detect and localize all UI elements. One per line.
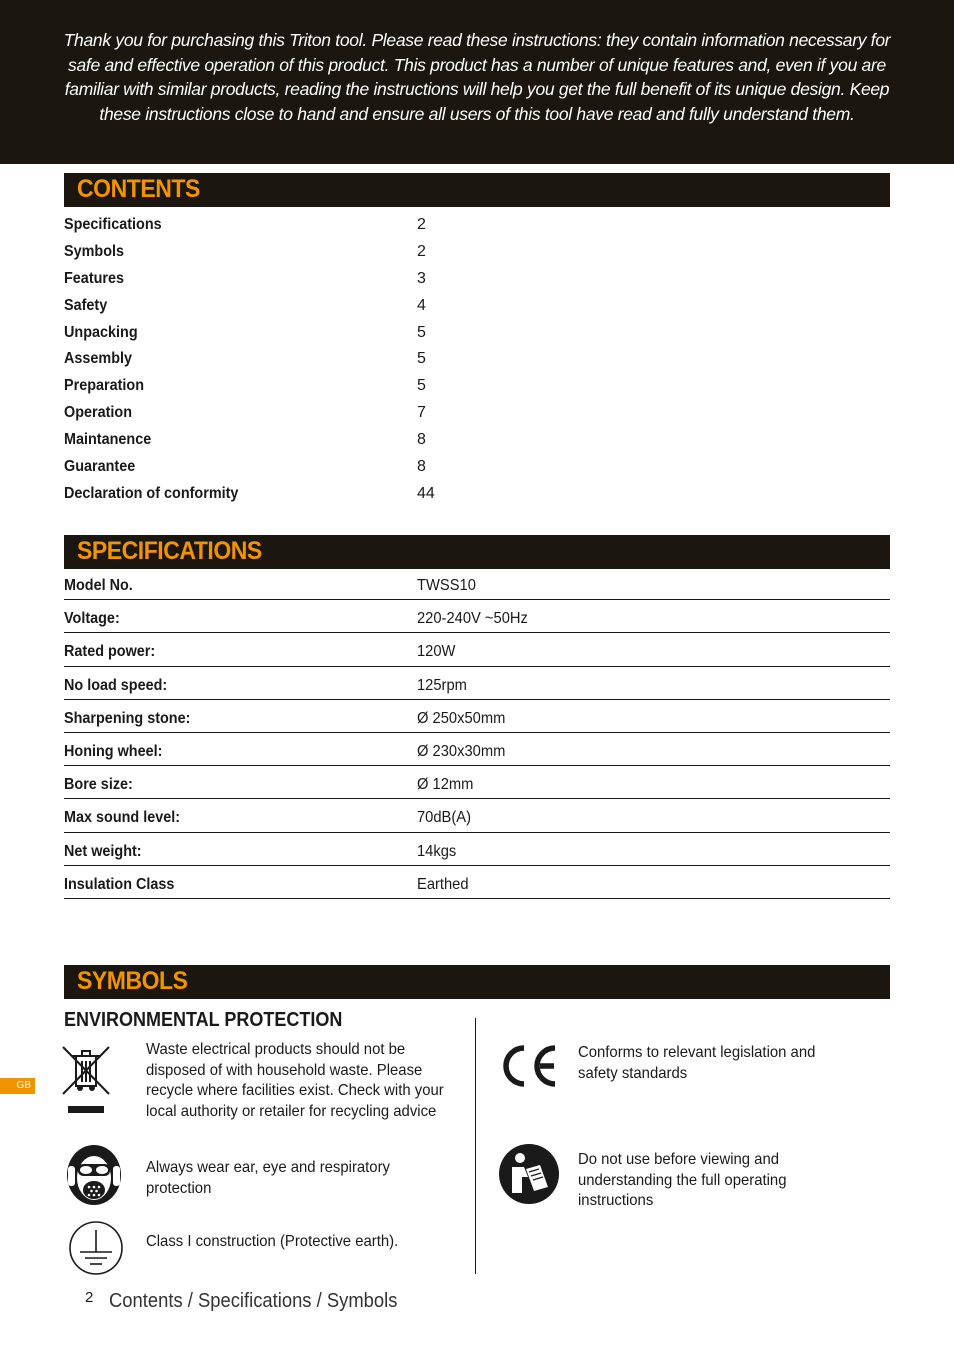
spec-label: Voltage:: [64, 610, 120, 628]
table-row: [64, 866, 890, 899]
list-item[interactable]: [64, 213, 664, 240]
spec-value: TWSS10: [417, 577, 476, 594]
spec-label: Sharpening stone:: [64, 709, 191, 727]
weee-text: Waste electrical products should not be disposed of with household waste. Please recycle where facilities exist. Check with your local authority or retailer for recycling advice: [146, 1041, 444, 1120]
spec-value: Earthed: [417, 875, 469, 893]
spec-value: 120W: [417, 643, 456, 661]
symbols-header: [64, 965, 890, 999]
toc-label: Features: [64, 269, 125, 287]
table-row: [64, 567, 890, 600]
crossed-bin-icon: [60, 1044, 112, 1116]
specifications-header: [64, 535, 890, 569]
spec-label: Insulation Class: [64, 875, 175, 893]
spec-label: Model No.: [64, 577, 133, 594]
table-row: [64, 799, 890, 832]
spec-label: Max sound level:: [64, 809, 181, 827]
table-row: [64, 700, 890, 733]
ppe-text: Always wear ear, eye and respiratory protection: [146, 1159, 390, 1197]
column-divider: [475, 1018, 476, 1274]
spec-value: 125rpm: [417, 676, 467, 694]
toc-page: 3: [417, 269, 426, 287]
toc-page: 4: [417, 296, 426, 314]
contents-header: [64, 173, 890, 207]
toc-label: Assembly: [64, 350, 133, 368]
list-item[interactable]: [64, 455, 664, 482]
list-item[interactable]: [64, 374, 664, 401]
list-item[interactable]: [64, 240, 664, 267]
table-row: [64, 733, 890, 766]
toc-page: 44: [417, 484, 435, 502]
ce-mark-icon: [500, 1043, 560, 1089]
list-item[interactable]: [64, 428, 664, 455]
toc-page: 5: [417, 323, 426, 341]
list-item[interactable]: [64, 294, 664, 321]
toc-label: Declaration of conformity: [64, 484, 239, 502]
toc-page: 2: [417, 242, 426, 260]
protective-earth-icon: [68, 1220, 124, 1276]
spec-value: 14kgs: [417, 842, 457, 860]
table-row: [64, 833, 890, 866]
spec-value: Ø 250x50mm: [417, 709, 506, 727]
intro-text: Thank you for purchasing this Triton tool. Please read these instructions: they contain information necessary for safe and effective operation of this product. This product has a number of unique features and, even if you are familiar with similar products, reading the instructions will help you get the full benefit of its unique design. Keep these instructions close to hand and ensure all users of this tool have read and fully understand them.: [63, 30, 891, 124]
ear-eye-respiratory-icon: [66, 1144, 122, 1206]
table-row: [64, 633, 890, 666]
ce-text: Conforms to relevant legislation and safety standards: [578, 1044, 816, 1082]
spec-value: 70dB(A): [417, 809, 472, 827]
contents-title: CONTENTS: [77, 175, 200, 203]
list-item[interactable]: [64, 321, 664, 348]
intro-banner: [0, 0, 954, 164]
specifications-table: [64, 567, 890, 899]
language-tab: GB: [0, 1078, 35, 1094]
toc-label: Safety: [64, 296, 108, 314]
toc-label: Operation: [64, 404, 133, 422]
page-number: 2: [85, 1289, 94, 1306]
toc-page: 8: [417, 458, 426, 476]
table-row: [64, 667, 890, 700]
list-item[interactable]: [64, 401, 664, 428]
spec-label: Bore size:: [64, 776, 133, 794]
toc-label: Unpacking: [64, 323, 138, 341]
toc-page: 5: [417, 350, 426, 368]
read-manual-icon: [498, 1143, 560, 1205]
toc-page: 7: [417, 404, 426, 422]
spec-value: 220-240V ~50Hz: [417, 610, 528, 628]
table-row: [64, 600, 890, 633]
toc-label: Maintanence: [64, 431, 152, 449]
spec-label: Net weight:: [64, 842, 142, 860]
toc-page: 8: [417, 431, 426, 449]
environmental-protection-heading: ENVIRONMENTAL PROTECTION: [64, 1009, 343, 1031]
contents-list: [64, 213, 664, 509]
list-item[interactable]: [64, 267, 664, 294]
table-row: [64, 766, 890, 799]
toc-label: Preparation: [64, 377, 145, 395]
spec-label: No load speed:: [64, 676, 168, 694]
manual-text: Do not use before viewing and understanding the full operating instructions: [578, 1151, 787, 1209]
toc-label: Guarantee: [64, 458, 136, 476]
toc-label: Specifications: [64, 216, 162, 233]
specifications-title: SPECIFICATIONS: [77, 537, 262, 565]
spec-label: Rated power:: [64, 643, 156, 661]
symbols-title: SYMBOLS: [77, 967, 188, 995]
toc-page: 2: [417, 216, 426, 233]
toc-label: Symbols: [64, 242, 125, 260]
spec-value: Ø 12mm: [417, 776, 474, 794]
toc-page: 5: [417, 377, 426, 395]
list-item[interactable]: [64, 347, 664, 374]
footer-title: Contents / Specifications / Symbols: [109, 1290, 398, 1312]
spec-label: Honing wheel:: [64, 742, 163, 760]
list-item[interactable]: [64, 482, 664, 509]
spec-value: Ø 230x30mm: [417, 742, 506, 760]
earth-text: Class I construction (Protective earth).: [146, 1233, 399, 1250]
